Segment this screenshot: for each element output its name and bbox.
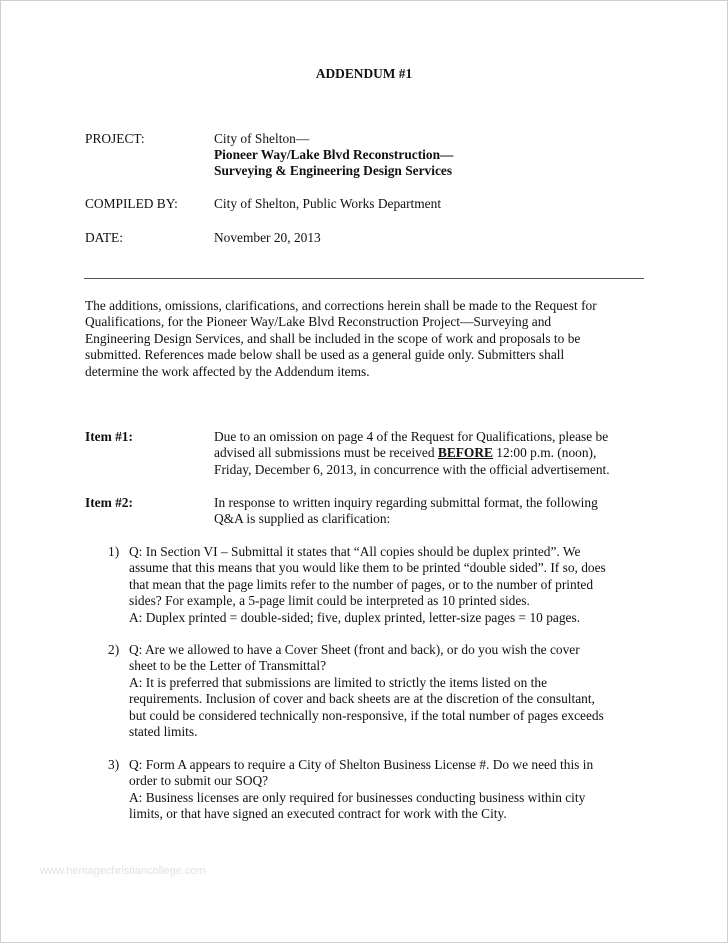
qa-2-number: 2) — [108, 642, 120, 657]
item-2-line: Q&A is supplied as clarification: — [214, 511, 391, 527]
project-line-2: Pioneer Way/Lake Blvd Reconstruction— — [214, 147, 454, 162]
item-1-label: Item #1: — [85, 429, 133, 444]
qa-line: A: Duplex printed = double-sided; five, duplex printed, letter-size pages = 10 pages. — [129, 609, 581, 625]
item-1-line-part: advised all submissions must be received — [214, 445, 438, 461]
qa-line: stated limits. — [129, 724, 198, 740]
intro-line: Engineering Design Services, and shall be included in the scope of work and proposals to be — [85, 330, 581, 346]
qa-line: limits, or that have signed an executed contract for work with the City. — [129, 806, 507, 822]
qa-line: that mean that the page limits refer to the number of pages, or to the number of printed — [129, 576, 594, 592]
qa-3-number: 3) — [108, 757, 120, 772]
qa-line: order to submit our SOQ? — [129, 773, 269, 789]
compiled-by-label: COMPILED BY: — [85, 196, 178, 211]
item-1-text — [214, 429, 644, 478]
item-1-line — [214, 445, 644, 461]
before-emphasis: BEFORE — [437, 445, 493, 461]
date-value: November 20, 2013 — [214, 230, 321, 245]
item-1-line-part: 12:00 p.m. (noon), — [492, 445, 597, 461]
intro-paragraph — [85, 298, 645, 380]
item-1-line: Friday, December 6, 2013, in concurrence with the official advertisement. — [214, 461, 610, 477]
qa-1-number: 1) — [108, 544, 120, 559]
horizontal-rule — [84, 278, 644, 279]
item-1-line: Due to an omission on page 4 of the Request for Qualifications, please be — [214, 429, 609, 444]
project-line-1: City of Shelton— — [214, 131, 310, 146]
qa-line: Q: Form A appears to require a City of Shelton Business License #. Do we need this in — [129, 757, 594, 772]
watermark: www.heritagechristiancollege.com — [40, 865, 206, 877]
qa-line: sides? For example, a 5-page limit could be interpreted as 10 printed sides. — [129, 593, 530, 609]
item-2-line: In response to written inquiry regarding submittal format, the following — [214, 495, 598, 510]
item-2-text — [214, 495, 644, 528]
qa-3-block — [129, 757, 649, 823]
qa-line: Q: Are we allowed to have a Cover Sheet (front and back), or do you wish the cover — [129, 642, 580, 657]
document-title: ADDENDUM #1 — [315, 66, 413, 81]
date-label: DATE: — [85, 230, 123, 245]
compiled-by-value: City of Shelton, Public Works Department — [214, 196, 442, 211]
qa-line: Q: In Section VI – Submittal it states that “All copies should be duplex printed”. We — [129, 544, 581, 559]
qa-line: assume that this means that you would like them to be printed “double sided”. If so, does — [129, 560, 606, 576]
qa-line: A: Business licenses are only required for businesses conducting business within city — [129, 789, 586, 805]
intro-line: submitted. References made below shall be used as a general guide only. Submitters shall — [85, 347, 565, 363]
qa-2-block — [129, 642, 649, 740]
qa-line: but could be considered technically non-responsive, if the total number of pages exceeds — [129, 707, 604, 723]
intro-line: Qualifications, for the Pioneer Way/Lake Blvd Reconstruction Project—Surveying and — [85, 314, 552, 330]
project-label: PROJECT: — [85, 131, 145, 146]
qa-line: A: It is preferred that submissions are limited to strictly the items listed on the — [129, 674, 548, 690]
project-line-3: Surveying & Engineering Design Services — [214, 163, 453, 178]
intro-line: determine the work affected by the Addendum items. — [85, 363, 370, 379]
qa-1-block — [129, 544, 649, 626]
intro-line: The additions, omissions, clarifications, and corrections herein shall be made to the Request for — [85, 298, 597, 313]
qa-line: sheet to be the Letter of Transmittal? — [129, 658, 327, 674]
qa-line: requirements. Inclusion of cover and back sheets are at the discretion of the consultant, — [129, 691, 595, 707]
item-2-label: Item #2: — [85, 495, 133, 510]
